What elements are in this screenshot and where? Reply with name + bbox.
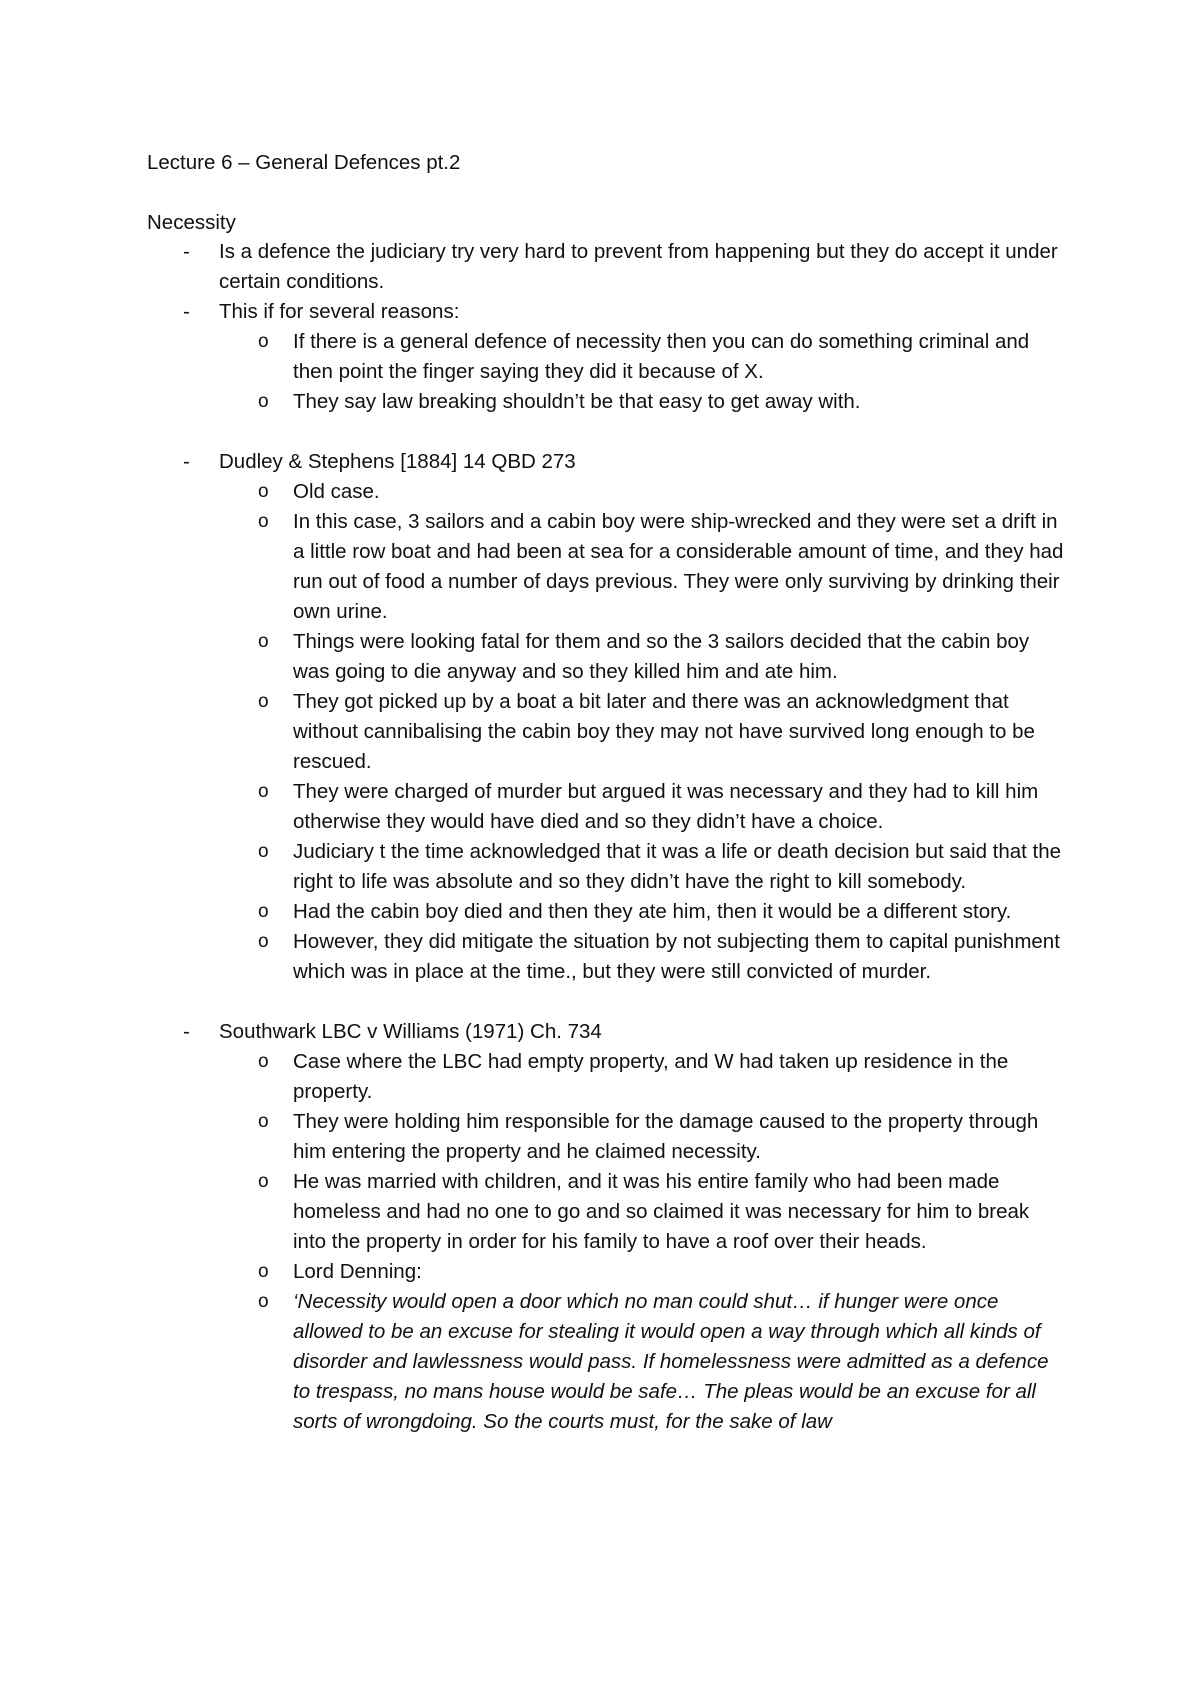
case-point [147,837,1067,897]
circle-bullet: o [258,1171,269,1192]
case-point-text: Things were looking fatal for them and so the 3 sailors decided that the cabin boy was going to die anyway and so they killed him and ate him. [293,630,1030,683]
spacer [147,417,1067,447]
case-point [147,687,1067,777]
case-point-text: Case where the LBC had empty property, and W had taken up residence in the property. [293,1050,1009,1103]
circle-bullet: o [258,631,269,652]
case-point-text: Lord Denning: [293,1260,422,1283]
case-point [147,1107,1067,1167]
list-item [147,297,1067,417]
circle-bullet: o [258,1111,269,1132]
circle-bullet: o [258,841,269,862]
case-title: Dudley & Stephens [1884] 14 QBD 273 [219,450,576,473]
case-point-text: However, they did mitigate the situation by not subjecting them to capital punishment which was in place at the time., but they were still convicted of murder. [293,930,1060,983]
circle-bullet: o [258,781,269,802]
spacer [147,987,1067,1017]
circle-bullet: o [258,931,269,952]
case-point-text: He was married with children, and it was his entire family who had been made homeless and had no one to go and so claimed it was necessary for him to break into the property in order for his family to have a roof over their heads. [293,1170,1030,1253]
notes-body [147,237,1067,1437]
list-item-text: Is a defence the judiciary try very hard to prevent from happening but they do accept it under certain conditions. [219,240,1058,293]
case-point-text: They were holding him responsible for the damage caused to the property through him entering the property and he claimed necessity. [293,1110,1039,1163]
case-point [147,507,1067,627]
circle-bullet: o [258,331,269,352]
case-title: Southwark LBC v Williams (1971) Ch. 734 [219,1020,602,1043]
case-point [147,927,1067,987]
lecture-title: Lecture 6 – General Defences pt.2 [147,151,461,174]
case-point-text: Old case. [293,480,380,503]
circle-bullet: o [258,691,269,712]
dash-bullet: - [183,450,190,473]
necessity-list [147,237,1067,1437]
circle-bullet: o [258,1291,269,1312]
circle-bullet: o [258,391,269,412]
circle-bullet: o [258,901,269,922]
case-southwark-williams [147,1017,1067,1437]
list-item-text: This if for several reasons: [219,300,460,323]
case-points [219,477,1067,987]
case-point [147,1257,1067,1287]
case-points [219,1047,1067,1437]
section-heading-necessity: Necessity [147,211,236,234]
case-point-text: In this case, 3 sailors and a cabin boy were ship-wrecked and they were set a drift in a little row boat and had been at sea for a considerable amount of time, and they had run out of food a number of days previous. They were only surviving by drinking their own urine. [293,510,1064,623]
case-point-text: Judiciary t the time acknowledged that it was a life or death decision but said that the right to life was absolute and so they didn’t have the right to kill somebody. [293,840,1062,893]
case-point [147,1167,1067,1257]
dash-bullet: - [183,300,190,323]
circle-bullet: o [258,481,269,502]
case-point [147,1047,1067,1107]
circle-bullet: o [258,1051,269,1072]
circle-bullet: o [258,511,269,532]
reasons-sublist [219,327,1067,417]
denning-quote: ‘Necessity would open a door which no man could shut… if hunger were once allowed to be an excuse for stealing it would open a way through which all kinds of disorder and lawlessness would pass. If homelessness were admitted as a defence to trespass, no mans house would be safe… The pleas would be an excuse for all sorts of wrongdoing. So the courts must, for the sake of law [293,1290,1049,1433]
dash-bullet: - [183,240,190,263]
case-point-text: They got picked up by a boat a bit later and there was an acknowledgment that without cannibalising the cabin boy they may not have survived long enough to be rescued. [293,690,1035,773]
sub-list-item [147,327,1067,387]
case-point [147,777,1067,837]
case-point-text: Had the cabin boy died and then they ate him, then it would be a different story. [293,900,1012,923]
case-point [147,627,1067,687]
case-point-text: They were charged of murder but argued it was necessary and they had to kill him otherwise they would have died and so they didn’t have a choice. [293,780,1039,833]
list-item [147,237,1067,297]
circle-bullet: o [258,1261,269,1282]
sub-list-item-text: They say law breaking shouldn’t be that easy to get away with. [293,390,861,413]
case-point [147,897,1067,927]
case-point [147,477,1067,507]
sub-list-item-text: If there is a general defence of necessity then you can do something criminal and then point the finger saying they did it because of X. [293,330,1030,383]
dash-bullet: - [183,1020,190,1043]
case-dudley-stephens [147,447,1067,987]
sub-list-item [147,387,1067,417]
case-point [147,1287,1067,1437]
